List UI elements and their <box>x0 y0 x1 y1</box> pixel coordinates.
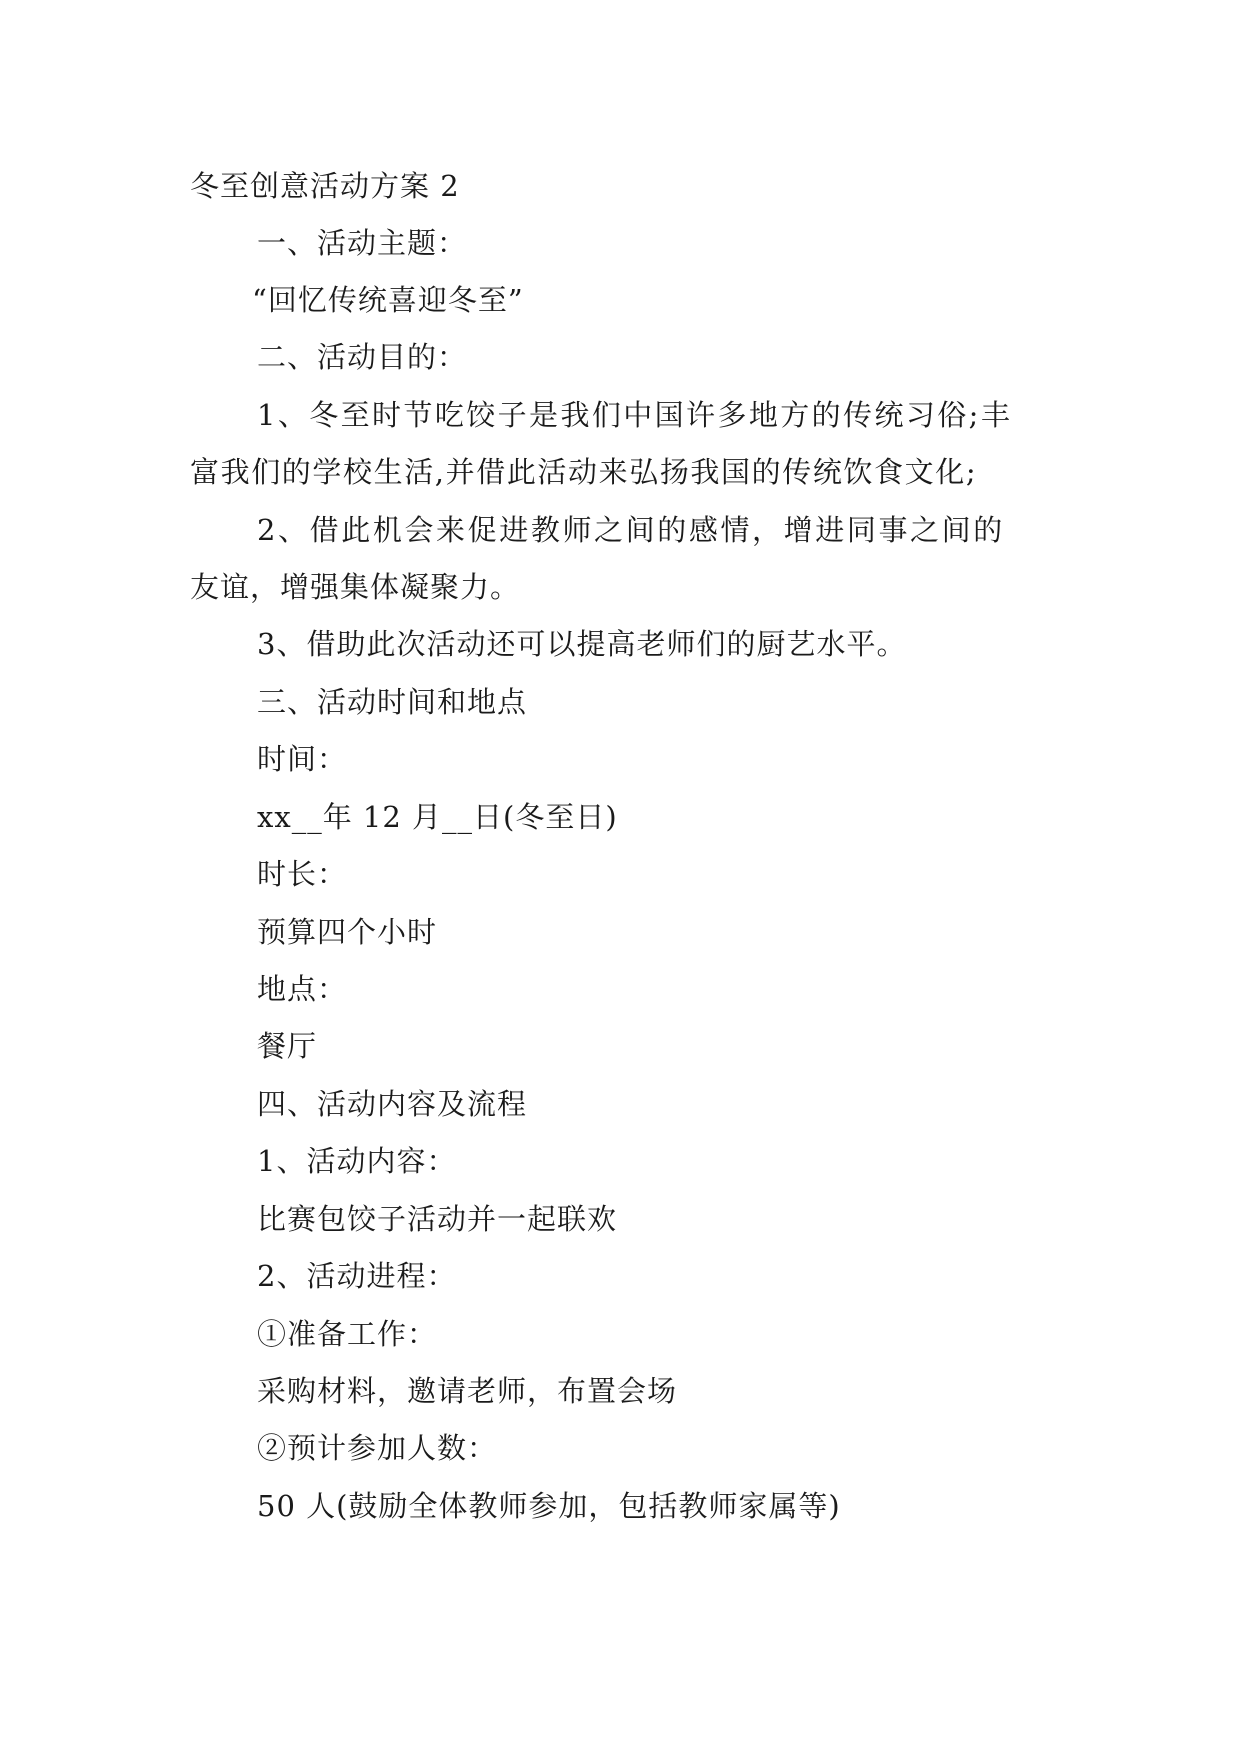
section-heading-purpose: 二、活动目的： <box>257 340 468 374</box>
place-label: 地点： <box>257 972 348 1006</box>
section-heading-content-process: 四、活动内容及流程 <box>257 1087 528 1121</box>
section-heading-time-place: 三、活动时间和地点 <box>257 685 528 719</box>
process-heading: 2、活动进程： <box>257 1259 457 1293</box>
purpose-item-1-line-1: 1、冬至时节吃饺子是我们中国许多地方的传统习俗;丰 <box>257 398 1013 432</box>
time-value: xx__年 12 月__日(冬至日) <box>257 800 618 834</box>
participants-text: 50 人(鼓励全体教师参加，包括教师家属等) <box>257 1489 841 1523</box>
preparation-heading: ①准备工作： <box>257 1317 438 1351</box>
theme-text: “回忆传统喜迎冬至” <box>252 283 524 317</box>
content-text: 比赛包饺子活动并一起联欢 <box>257 1202 618 1236</box>
participants-heading: ②预计参加人数： <box>257 1431 498 1465</box>
duration-label: 时长： <box>257 857 348 891</box>
document-title: 冬至创意活动方案 2 <box>190 169 460 203</box>
duration-value: 预算四个小时 <box>257 915 438 949</box>
place-value: 餐厅 <box>257 1029 318 1063</box>
purpose-item-2-line-2: 友谊，增强集体凝聚力。 <box>190 570 521 604</box>
purpose-item-2-line-1: 2、借此机会来促进教师之间的感情，增进同事之间的 <box>257 513 1005 547</box>
section-heading-theme: 一、活动主题： <box>257 226 468 260</box>
time-label: 时间： <box>257 742 348 776</box>
preparation-text: 采购材料，邀请老师，布置会场 <box>257 1374 678 1408</box>
purpose-item-3: 3、借助此次活动还可以提高老师们的厨艺水平。 <box>257 627 907 661</box>
purpose-item-1-line-2: 富我们的学校生活,并借此活动来弘扬我国的传统饮食文化; <box>190 455 978 489</box>
content-heading: 1、活动内容： <box>257 1144 457 1178</box>
